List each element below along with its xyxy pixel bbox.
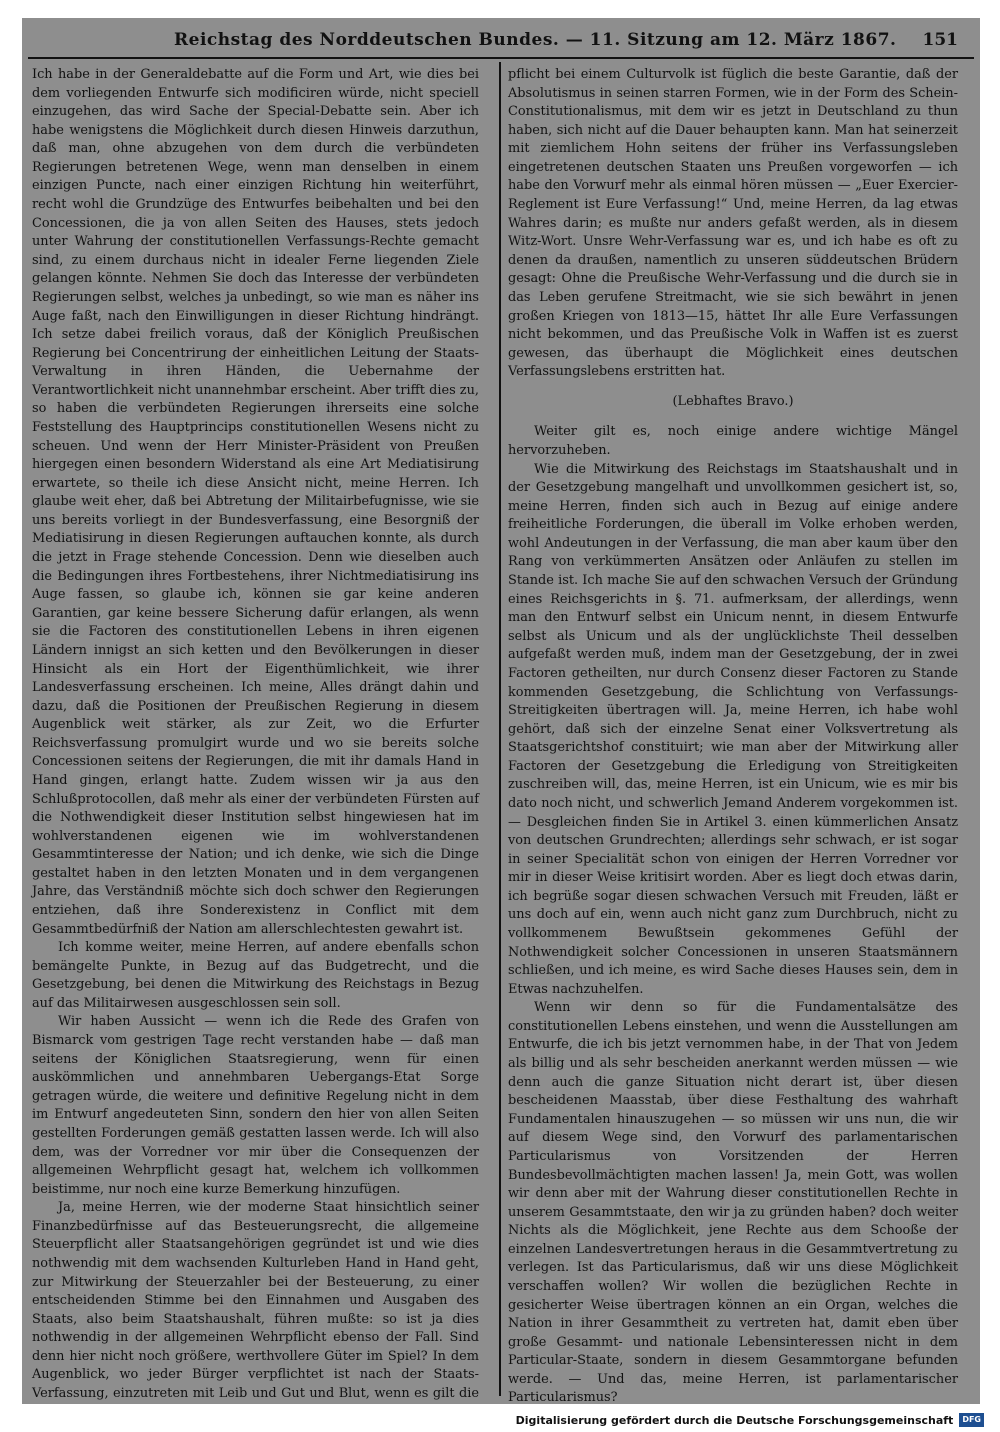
running-title: Reichstag des Norddeutschen Bundes. — 11. Sitzung am 12. März 1867.: [174, 30, 897, 50]
dfg-logo: DFG: [959, 1413, 984, 1427]
right-column: [508, 66, 958, 1404]
digitization-credit: [516, 1413, 984, 1427]
paragraph: Ich komme weiter, meine Herren, auf andere ebenfalls schon bemängelte Punkte, in Bezug auf das Budgetrecht, und die Gesetzgebung, bei denen die Mitwirkung des Reichstags in Bezug auf das Militairwesen ausgeschlossen sein soll.: [32, 940, 479, 1011]
paragraph: Ich habe in der Generaldebatte auf die Form und Art, wie dies bei dem vorliegenden Entwurfe sich modificiren würde, nicht speciell einzugehen, das wird Sache der Special-Debatte sein. Aber ich habe wenigstens die Möglichkeit durch diesen Hinweis darzuthun, daß man, ohne abzugehen von dem durch die verbündeten Regierungen betretenen Wege, wenn man denselben in einem einzigen Puncte, nach einer einzigen Richtung hin weiterführt, recht wohl die Grundzüge des Entwurfes beibehalten und bei den Concessionen, die ja von allen Seiten des Hauses, stets jedoch unter Wahrung der constitutionellen Verfassungs-Rechte gemacht sind, zu einem durchaus nicht in idealer Ferne liegenden Ziele gelangen könnte. Nehmen Sie doch das Interesse der verbündeten Regierungen selbst, welches ja unbedingt, so wie man es näher ins Auge faßt, nach den Einwilligungen in dieser Richtung hindrängt. Ich setze dabei freilich voraus, daß der Königlich Preußischen Regierung bei Concentrirung der einheitlichen Leitung der Staats-Verwaltung in ihren Händen, die Uebernahme der Verantwortlichkeit nicht unannehmbar erscheint. Aber trifft dies zu, so haben die verbündeten Regierungen ihrerseits eine solche Feststellung des Hauptprincips constitutionellen Wesens nicht zu scheuen. Und wenn der Herr Minister-Präsident von Preußen hiergegen einen besondern Widerstand als eine Art Mediatisirung erwartete, so theile ich diese Ansicht nicht, meine Herren. Ich glaube weit eher, daß bei Abtretung der Militairbefugnisse, wie sie uns bereits vorliegt in der Bundesverfassung, eine Besorgniß der Mediatisirung in diesen Regierungen auftauchen konnte, als durch die jetzt in Frage stehende Concession. Denn wie dieselben auch die Bedingungen ihres Fortbestehens, ihrer Nichtmediatisirung ins Auge fassen, so glaube ich, können sie gar keine anderen Garantien, gar keine bessere Sicherung dafür erlangen, als wenn sie die Factoren des constitutionellen Lebens in ihren eigenen Ländern innigst an sich ketten und den Bevölkerungen in dieser Hinsicht als ein Hort der Eigenthümlichkeit, wie ihrer Landesverfassung erscheinen. Ich meine, Alles drängt dahin und dazu, daß die Positionen der Preußischen Regierung in diesem Augenblick weit stärker, als zur Zeit, wo die Erfurter Reichsverfassung promulgirt wurde und wo sie bereits solche Concessionen seitens der Regierungen, die mit ihr damals Hand in Hand gingen, erlangt hatte. Zudem wissen wir ja aus den Schlußprotocollen, daß mehr als einer der verbündeten Fürsten auf die Nothwendigkeit dieser Institution selbst hingewiesen hat im wohlverstandenen eigenen wie im wohlverstandenen Gesammtinteresse der Nation; und ich denke, wie sich die Dinge gestaltet haben in den letzten Monaten und in dem vergangenen Jahre, das Verständniß möchte sich doch schwer den Regierungen entziehen, daß ihre Sonderexistenz in Conflict mit dem Gesammtbedürfniß der Nation am allerschlechtesten gewahrt ist.: [32, 67, 479, 937]
paragraph: Weiter gilt es, noch einige andere wichtige Mängel hervorzuheben.: [508, 424, 958, 458]
page-number: 151: [922, 30, 958, 50]
page-header: [22, 18, 980, 58]
paragraph: pflicht bei einem Culturvolk ist füglich die beste Garantie, daß der Absolutismus in seinen starren Formen, wie in der Form des Schein-Constitutionalismus, mit dem wir es jetzt in Deutschland zu thun haben, sich nicht auf die Dauer behaupten kann. Man hat seinerzeit mit ziemlichem Hohn seitens der früher ins Verfassungsleben eingetretenen deutschen Staaten uns Preußen vorgeworfen — ich habe den Vorwurf mehr als einmal hören müssen — „Euer Exercier-Reglement ist Eure Verfassung!“ Und, meine Herren, da lag etwas Wahres darin; es mußte nur anders gefaßt werden, als in diesem Witz-Wort. Unsre Wehr-Verfassung war es, und ich habe es oft zu denen da draußen, namentlich zu unseren süddeutschen Brüdern gesagt: Ohne die Preußische Wehr-Verfassung und die durch sie in das Leben gerufene Streitmacht, wie sie sich bewährt in jenen großen Kriegen von 1813—15, hättet Ihr alle Eure Verfassungen nicht bekommen, und das Preußische Volk in Waffen ist es zuerst gewesen, das überhaupt die Möglichkeit eines deutschen Verfassungslebens erstritten hat.: [508, 67, 958, 380]
scanned-page: [22, 18, 980, 1404]
paragraph: Ja, meine Herren, wie der moderne Staat hinsichtlich seiner Finanzbedürfnisse auf das Besteuerungsrecht, die allgemeine Steuerpflicht aller Staatsangehörigen gegründet ist und wie dies nothwendig mit dem wachsenden Kulturleben Hand in Hand geht, zur Mitwirkung der Steuerzahler bei der Besteuerung, zu einer entscheidenden Stimme bei den Einnahmen und Ausgaben des Staats, also beim Staatshaushalt, führen mußte: so ist ja dies nothwendig in der allgemeinen Wehrpflicht ebenso der Fall. Sind denn hier nicht noch größere, werthvollere Güter im Spiel? In dem Augenblick, wo jeder Bürger verpflichtet ist nach der Staats-Verfassung, einzutreten mit Leib und Gut und Blut, wenn es gilt die: [32, 1200, 479, 1402]
interjection: (Lebhaftes Bravo.): [672, 393, 794, 409]
paragraph: Wenn wir denn so für die Fundamentalsätze des constitutionellen Lebens einstehen, und wenn die Ausstellungen am Entwurfe, die ich bis jetzt vernommen habe, in der That von Jedem als billig und als sehr bescheiden anerkannt werden müssen — wie denn auch die ganze Situation nicht derart ist, über diesen bescheidenen Maasstab, über diese Festhaltung des wahrhaft Fundamentalen hinauszugehen — so müssen wir uns nun, die wir auf diesem Wege sind, den Vorwurf des parlamentarischen Particularismus von Vorsitzenden der Herren Bundesbevollmächtigten machen lassen! Ja, mein Gott, was wollen wir denn aber mit der Wahrung dieser constitutionellen Rechte in unserem Gesammtstaate, den wir ja zu gründen haben? doch weiter Nichts als die Möglichkeit, jene Rechte aus dem Schooße der einzelnen Landesvertretungen heraus in die Gesammtvertretung zu verlegen. Ist das Particularismus, daß wir uns diese Möglichkeit verschaffen wollen? Wir wollen die bezüglichen Rechte in gesicherter Weise übertragen können an ein Organ, welches die Nation in ihrer Gesammtheit zu vertreten hat, damit eben über große Gesammt- und nationale Lebensinteressen nicht in dem Particular-Staate, sondern in diesem Gesammtorgane befunden werde. — Und das, meine Herren, ist parlamentarischer Particularismus?: [508, 1000, 958, 1404]
left-column: [32, 66, 479, 1404]
credit-text: Digitalisierung gefördert durch die Deutsche Forschungsgemeinschaft: [515, 1413, 954, 1427]
paragraph: Wie die Mitwirkung des Reichstags im Staatshaushalt und in der Gesetzgebung mangelhaft und unvollkommen gesichert ist, so, meine Herren, finden sich auch in Bezug auf einige andere freiheitliche Forderungen, die überall im Volke erhoben werden, wohl Andeutungen in der Verfassung, die man aber kaum über den Rang von verkümmerten Ansätzen oder Anläufen zu stellen im Stande ist. Ich mache Sie auf den schwachen Versuch der Gründung eines Reichsgerichts in §. 71. aufmerksam, der allerdings, wenn man den Entwurf selbst ein Unicum nennt, in diesem Entwurfe selbst als Unicum und als der unglücklichste Theil desselben aufgefaßt werden muß, indem man der Gesetzgebung, der in zwei Factoren getheilten, nur durch Consenz dieser Factoren zu Stande kommenden Gesetzgebung, die Schlichtung von Verfassungs-Streitigkeiten übertragen will. Ja, meine Herren, ich habe wohl gehört, daß sich der einzelne Senat einer Volksvertretung als Staatsgerichtshof constituirt; wie man aber der Mitwirkung aller Factoren der Gesetzgebung die Erledigung von Streitigkeiten zuschreiben will, das, meine Herren, ist ein Unicum, wie es mir bis dato noch nicht, und schwerlich Jemand Anderem vorgekommen ist. — Desgleichen finden Sie in Artikel 3. einen kümmerlichen Ansatz von deutschen Grundrechten; allerdings sehr schwach, er ist sogar in seiner Specialität schon von einigen der Herren Vorredner vor mir in dieser Weise kritisirt worden. Aber es liegt doch etwas darin, ich begrüße sogar diesen schwachen Versuch mit Freuden, läßt er uns doch auf ein, wenn auch nicht ganz zum Durchbruch, nicht zu vollkommenem Bewußtsein gekommenes Gefühl der Nothwendigkeit solcher Concessionen in unseren Staatsmännern schließen, und ich meine, es wird Sache dieses Hauses sein, dem in Etwas nachzuhelfen.: [508, 461, 958, 997]
paragraph: Wir haben Aussicht — wenn ich die Rede des Grafen von Bismarck vom gestrigen Tage recht verstanden habe — daß man seitens der Königlichen Staatsregierung, wenn für einen auskömmlichen und annehmbaren Uebergangs-Etat Sorge getragen würde, die weitere und definitive Regelung nicht in dem im Entwurf angedeuteten Sinn, sondern den hier von allen Seiten gestellten Forderungen gemäß gestatten lassen werde. Ich will also dem, was der Vorredner vor mir über die Consequenzen der allgemeinen Wehrpflicht gesagt hat, welchem ich vollkommen beistimme, nur noch eine kurze Bemerkung hinzufügen.: [32, 1014, 479, 1197]
column-separator: [499, 62, 501, 1396]
header-rule: [28, 57, 974, 59]
